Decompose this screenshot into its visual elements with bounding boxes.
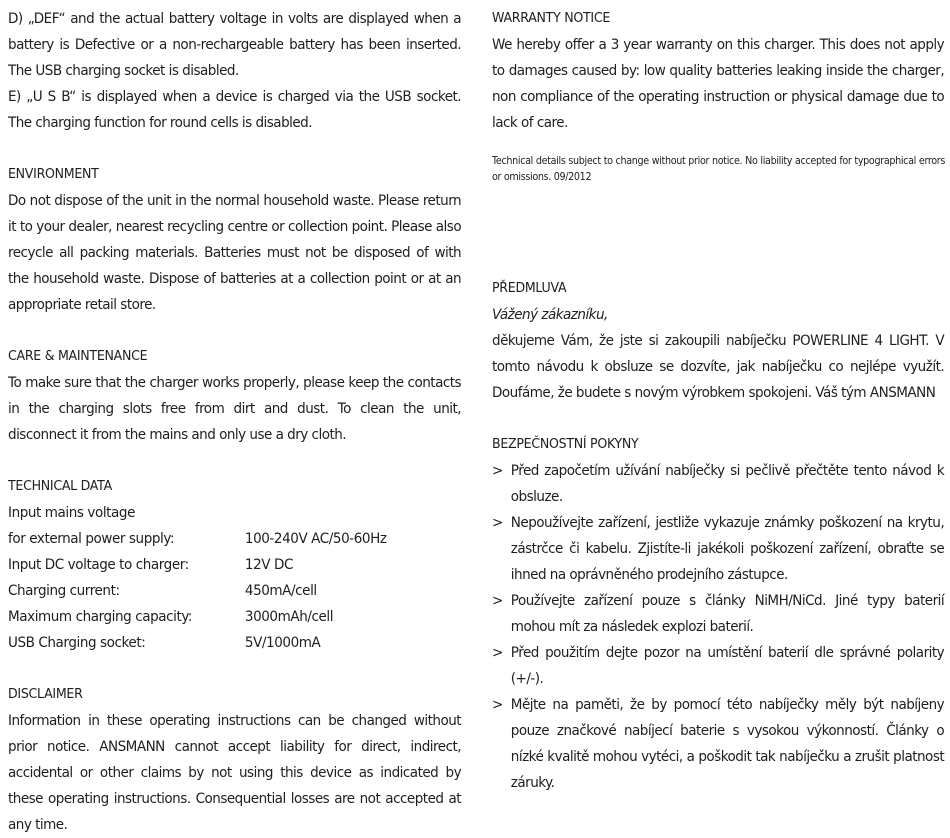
spec-value: 3000mAh/cell	[244, 609, 334, 625]
spec-label: Maximum charging capacity:	[8, 609, 193, 625]
spec-row	[8, 630, 461, 656]
error-def-description: D) „DEF“ and the actual battery voltage in volts are displayed when a battery is Defective or a non-rechargeable battery has been inserted. The USB charging socket is disabled.	[8, 11, 462, 79]
technical-heading: TECHNICAL DATA	[8, 479, 112, 494]
spec-row	[8, 578, 461, 604]
safety-heading: BEZPEČNOSTNÍ POKYNY	[492, 437, 639, 452]
bullet-marker: >	[492, 593, 503, 609]
spec-row	[8, 526, 461, 552]
predmluva-heading: PŘEDMLUVA	[492, 281, 567, 296]
technical-intro: Input mains voltage	[8, 505, 135, 521]
care-body: To make sure that the charger works properly, please keep the contacts in the charging slots free from dirt and dust. To clean the unit, disconnect it from the mains and only use a dry cloth.	[8, 375, 462, 443]
disclaimer-body: Information in these operating instructions can be changed without prior notice. ANSMANN cannot accept liability for direct, indirect, accidental or other claims by not using this device as indicated by these operating instructions. Consequential losses are not accepted at any time.	[8, 713, 462, 833]
predmluva-body: děkujeme Vám, že jste si zakoupili nabíječku POWERLINE 4 LIGHT. V tomto návodu k obsluze se dozvíte, jak nabíječku co nejlépe využít. Doufáme, že budete s novým výrobkem spokojeni. Váš tým ANSMANN	[492, 333, 945, 401]
disclaimer-heading: DISCLAIMER	[8, 687, 83, 702]
spec-label: for external power supply:	[8, 531, 175, 547]
spec-label: Input DC voltage to charger:	[8, 557, 189, 573]
spec-value: 100-240V AC/50-60Hz	[244, 531, 387, 547]
bullet-marker: >	[492, 697, 503, 713]
spec-label: USB Charging socket:	[8, 635, 146, 651]
spec-row	[8, 552, 461, 578]
safety-item: > Nepoužívejte zařízení, jestliže vykazuje známky poškození na krytu, zástrčce či kabelu. Zjistíte-li jakékoli poškození zařízení, obraťte se ihned na oprávněného prodejního zástupce.	[492, 510, 944, 588]
small-print: Technical details subject to change without prior notice. No liability accepted for typographical errors or omissions. 09/2012	[492, 156, 946, 183]
safety-item: > Mějte na paměti, že by pomocí této nabíječky měly být nabíjeny pouze značkové nabíjecí baterie s vysokou výkonností. Články o nízké kvalitě mohou vytéci, a poškodit tak nabíječku a zrušit platnost záruky.	[492, 692, 944, 796]
safety-item: > Před započetím užívání nabíječky si pečlivě přečtěte tento návod k obsluze.	[492, 458, 944, 510]
left-column	[8, 6, 461, 838]
greeting: Vážený zákazníku,	[492, 307, 608, 323]
safety-item: > Před použitím dejte pozor na umístění baterií dle správné polarity (+/-).	[492, 640, 944, 692]
environment-body: Do not dispose of the unit in the normal household waste. Please return it to your dealer, nearest recycling centre or collection point. Please also recycle all packing materials. Batteries must not be disposed of with the household waste. Dispose of batteries at a collection point or at an appropriate retail store.	[8, 193, 462, 313]
usb-mode-description: E) „U S B“ is displayed when a device is charged via the USB socket. The charging function for round cells is disabled.	[8, 89, 462, 131]
safety-item: > Používejte zařízení pouze s články NiMH/NiCd. Jiné typy baterií mohou mít za následek explozi baterií.	[492, 588, 944, 640]
environment-heading: ENVIRONMENT	[8, 167, 99, 182]
spec-value: 12V DC	[244, 557, 293, 573]
care-heading: CARE & MAINTENANCE	[8, 349, 148, 364]
warranty-body: We hereby offer a 3 year warranty on this charger. This does not apply to damages caused by: low quality batteries leaking inside the charger, non compliance of the operating instruction or physical damage due to lack of care.	[492, 37, 945, 131]
bullet-marker: >	[492, 645, 503, 661]
spec-value: 5V/1000mA	[244, 635, 321, 651]
warranty-heading: WARRANTY NOTICE	[492, 11, 610, 26]
spec-row	[8, 604, 461, 630]
spec-value: 450mA/cell	[244, 583, 317, 599]
bullet-marker: >	[492, 515, 503, 531]
spec-label: Charging current:	[8, 583, 120, 599]
right-column	[492, 6, 944, 796]
bullet-marker: >	[492, 463, 503, 479]
